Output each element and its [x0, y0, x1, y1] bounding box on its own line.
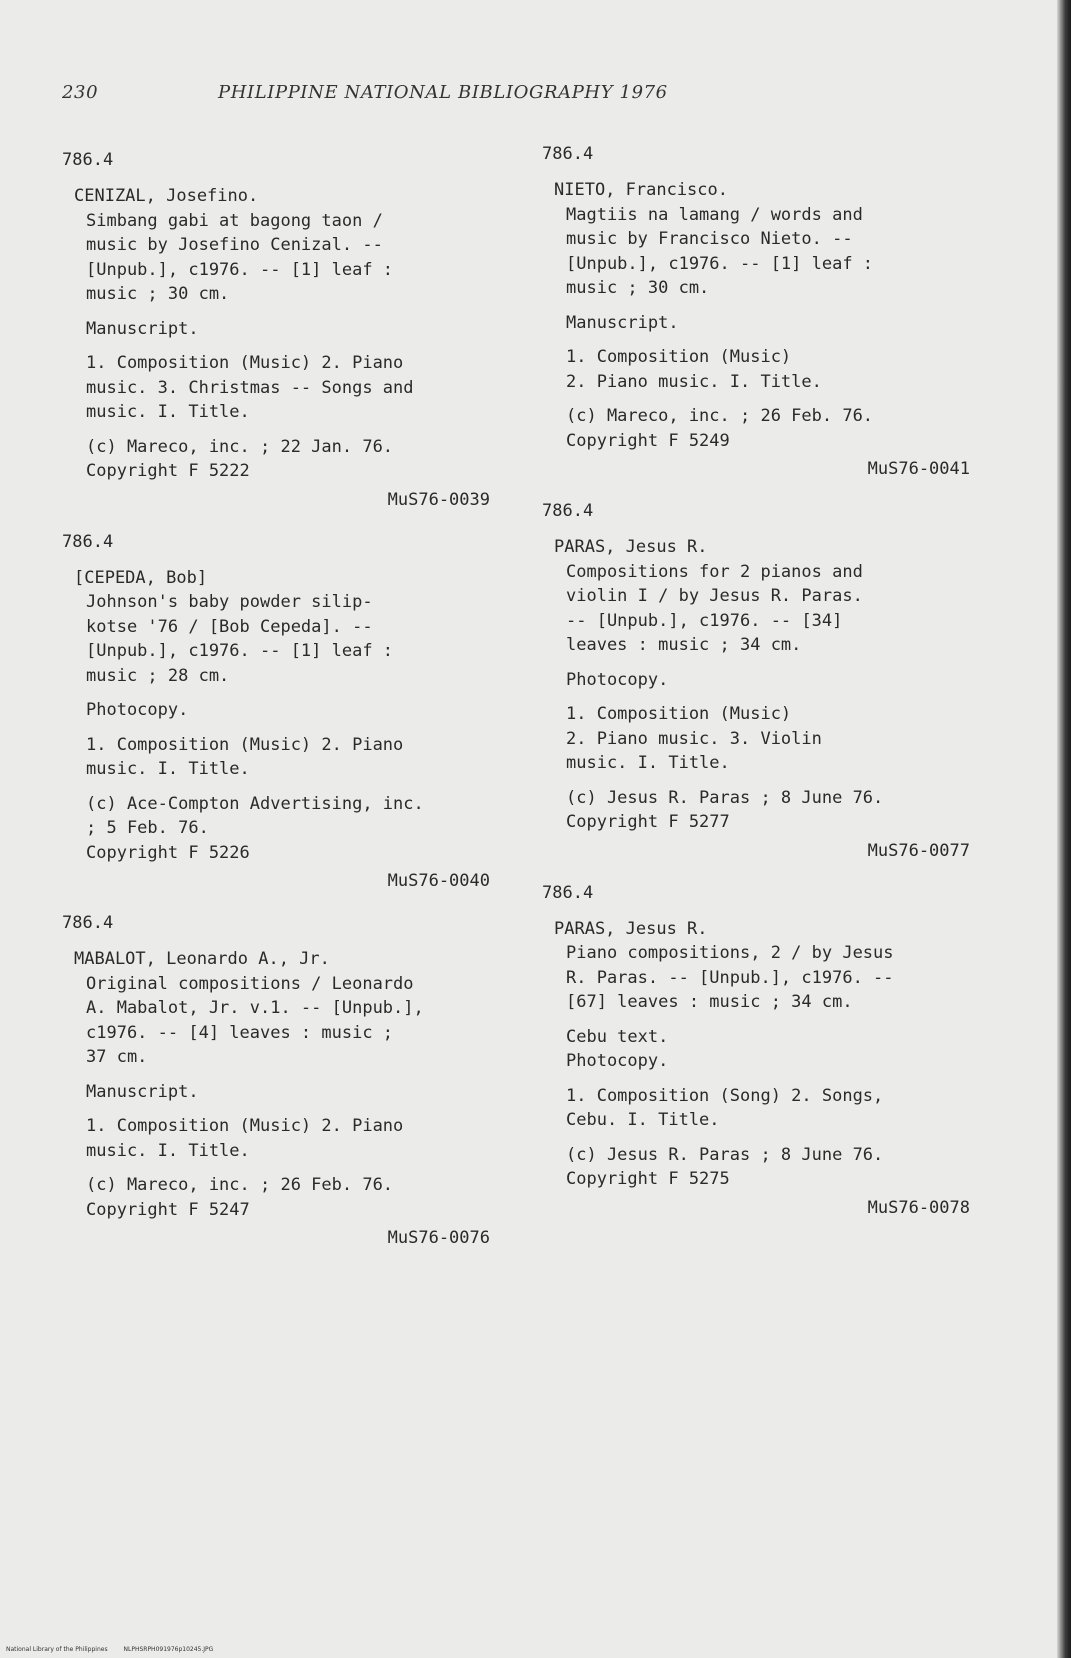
accession-number: MuS76-0041: [867, 459, 970, 479]
scan-footer: [6, 1646, 227, 1653]
class-number: 786.4: [542, 144, 594, 164]
accession-number: MuS76-0039: [387, 489, 490, 510]
subject-headings: 1. Composition (Music) 2. Piano music. 3. Christmas -- Songs and music. I. Title.: [86, 353, 414, 422]
subject-headings: 1. Composition (Music) 2. Piano music. 3. Violin music. I. Title.: [566, 704, 822, 773]
note: Photocopy.: [86, 700, 189, 720]
description: Compositions for 2 pianos and violin I / by Jesus R. Paras. -- [Unpub.], c1976. -- [34] leaves : music ; 34 cm.: [566, 561, 863, 655]
class-number: 786.4: [62, 531, 114, 552]
catalog-entry: [542, 883, 972, 1218]
running-title: PHILIPPINE NATIONAL BIBLIOGRAPHY 1976: [218, 82, 668, 103]
copyright-info: (c) Ace-Compton Advertising, inc. ; 5 Feb. 76. Copyright F 5226: [86, 793, 424, 863]
page-number: 230: [62, 82, 99, 103]
note: Manuscript.: [86, 318, 199, 339]
subject-headings: 1. Composition (Music) 2. Piano music. I. Title.: [86, 734, 404, 779]
description: Piano compositions, 2 / by Jesus R. Paras. -- [Unpub.], c1976. -- [67] leaves : music ; 34 cm.: [566, 943, 894, 1012]
note: Photocopy.: [566, 669, 669, 690]
note: Manuscript.: [566, 312, 679, 333]
copyright-info: (c) Mareco, inc. ; 26 Feb. 76. Copyright F 5249: [566, 406, 874, 451]
copyright-info: (c) Mareco, inc. ; 26 Feb. 76. Copyright F 5247: [86, 1175, 394, 1220]
class-number: 786.4: [542, 501, 594, 521]
accession-number: MuS76-0077: [867, 840, 970, 861]
note: Manuscript.: [86, 1081, 199, 1102]
main-entry: [CEPEDA, Bob]: [74, 567, 208, 588]
entry-body: [542, 178, 972, 453]
subject-headings: 1. Composition (Song) 2. Songs, Cebu. I. Title.: [566, 1085, 884, 1130]
main-entry: MABALOT, Leonardo A., Jr.: [74, 949, 330, 969]
class-number: 786.4: [62, 913, 114, 933]
catalog-entry: [62, 913, 492, 1248]
main-entry: CENIZAL, Josefino.: [74, 186, 259, 206]
main-entry: PARAS, Jesus R.: [554, 918, 708, 939]
entry-body: [542, 535, 972, 835]
entry-body: [542, 917, 972, 1192]
left-column: [62, 150, 492, 1248]
description: Original compositions / Leonardo A. Mabalot, Jr. v.1. -- [Unpub.], c1976. -- [4] leaves : music ; 37 cm.: [86, 973, 424, 1067]
description: Johnson's baby powder silip- kotse '76 / [Bob Cepeda]. -- [Unpub.], c1976. -- [1] leaf : music ; 28 cm.: [86, 592, 394, 686]
file-name: NLPHSRPH091976p10245.JPG: [123, 1646, 214, 1653]
main-entry: PARAS, Jesus R.: [554, 537, 708, 557]
accession-number: MuS76-0078: [867, 1197, 970, 1218]
copyright-info: (c) Jesus R. Paras ; 8 June 76. Copyright F 5277: [566, 787, 884, 832]
entry-body: [62, 947, 492, 1222]
catalog-entry: [542, 501, 972, 861]
class-number: 786.4: [542, 882, 594, 903]
description: Simbang gabi at bagong taon / music by Josefino Cenizal. -- [Unpub.], c1976. -- [1] leaf : music ; 30 cm.: [86, 210, 394, 304]
entry-body: [62, 566, 492, 866]
library-credit: National Library of the Philippines: [6, 1646, 108, 1653]
copyright-info: (c) Mareco, inc. ; 22 Jan. 76. Copyright F 5222: [86, 436, 394, 481]
catalog-entry: [62, 150, 492, 510]
page-edge-shadow: [1057, 0, 1071, 1658]
copyright-info: (c) Jesus R. Paras ; 8 June 76. Copyright F 5275: [566, 1144, 884, 1189]
entry-body: [62, 184, 492, 484]
accession-number: MuS76-0076: [387, 1228, 490, 1248]
subject-headings: 1. Composition (Music) 2. Piano music. I. Title.: [86, 1116, 404, 1161]
note: Cebu text. Photocopy.: [566, 1026, 669, 1071]
description: Magtiis na lamang / words and music by Francisco Nieto. -- [Unpub.], c1976. -- [1] leaf : music ; 30 cm.: [566, 204, 874, 298]
catalog-entry: [62, 532, 492, 892]
accession-number: MuS76-0040: [387, 871, 490, 891]
class-number: 786.4: [62, 150, 114, 170]
right-column: [542, 144, 972, 1218]
catalog-entry: [542, 144, 972, 479]
subject-headings: 1. Composition (Music) 2. Piano music. I. Title.: [566, 347, 822, 392]
main-entry: NIETO, Francisco.: [554, 180, 728, 200]
